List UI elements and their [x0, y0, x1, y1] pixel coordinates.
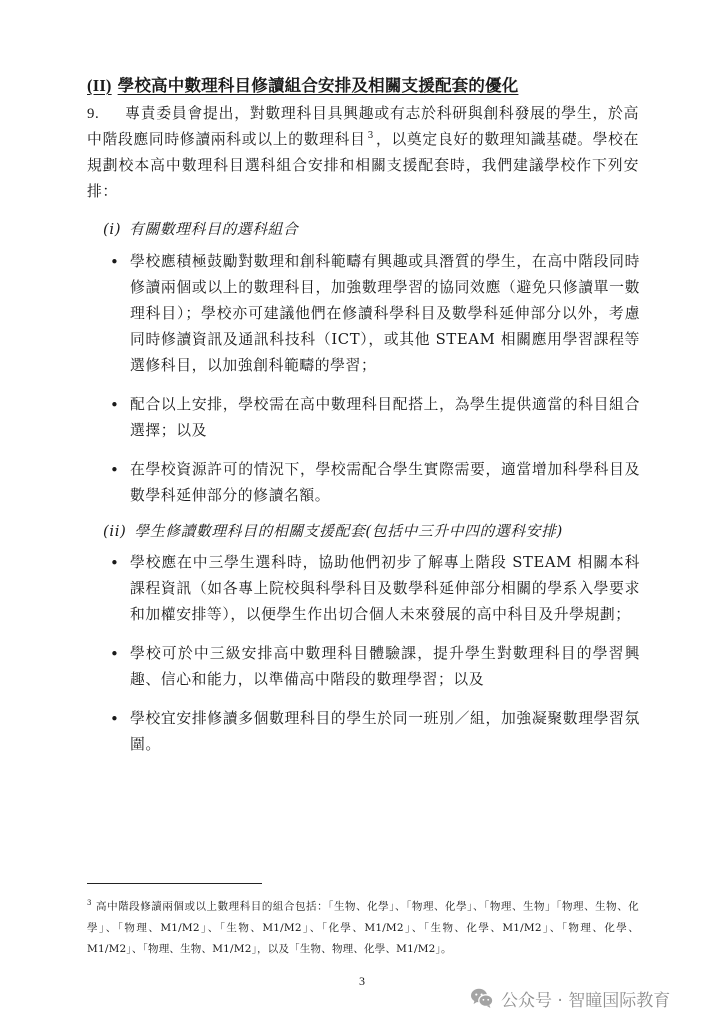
- section-title-text: 學校高中數理科目修讀組合安排及相關支援配套的優化: [117, 76, 519, 95]
- subsection-title: 有關數理科目的選科組合: [129, 221, 299, 238]
- paragraph-text-part-2: ，以奠定良好的數理知識基礎。學校在規劃校本高中數理科目選科組合安排和相關支援配套時，我們建議學校作下列安排：: [87, 131, 639, 200]
- list-item: • 學校應在中三學生選科時，協助他們初步了解專上階段 STEAM 相關本科課程資訊（如各專上院校與科學科目及數學科延伸部分相關的學系入學要求和加權安排等），以便學生作出切合個人未來發展的高中科目及升學規劃；: [110, 550, 640, 628]
- watermark-text: 公众号 · 智瞳国际教育: [501, 990, 671, 1011]
- wechat-icon: [470, 987, 494, 1009]
- subsection-heading-i: [103, 218, 298, 239]
- subsection-heading-ii: [103, 520, 563, 541]
- subsection-title: 學生修讀數理科目的相關支援配套(包括中三升中四的選科安排): [134, 523, 563, 540]
- footnote-text: 高中階段修讀兩個或以上數理科目的組合包括：「生物、化學」、「物理、化學」、「物理、生物」「物理、生物、化學」、「物理、M1/M2」、「生物、M1/M2」、「化學、M1/M2」、「生物、化學、M1/M2」、「物理、化學、M1/M2」、「物理、生物、M1/M2」，以及「生物、物理、化學、M1/M2」。: [87, 900, 639, 955]
- list-item: • 配合以上安排，學校需在高中數理科目配搭上，為學生提供適當的科目組合選擇；以及: [110, 392, 640, 444]
- footnote: [87, 893, 639, 960]
- section-number: (II): [87, 76, 112, 95]
- list-item: • 學校可於中三級安排高中數理科目體驗課，提升學生對數理科目的學習興趣、信心和能力，以準備高中階段的數理學習；以及: [110, 641, 640, 693]
- list-item: • 在學校資源許可的情況下，學校需配合學生實際需要，適當增加科學科目及數學科延伸部分的修讀名額。: [110, 457, 640, 509]
- watermark: [470, 983, 670, 1013]
- section-heading: [87, 72, 518, 96]
- list-item: • 學校宜安排修讀多個數理科目的學生於同一班別／組，加強凝聚數理學習氛圍。: [110, 706, 640, 758]
- footnote-marker: 3: [87, 899, 92, 907]
- subsection-numeral: (i): [103, 221, 122, 238]
- paragraph-text-part-1: 專責委員會提出，對數理科目具興趣或有志於科研與創科發展的學生，於高中階段應同時修讀兩科或以上的數理科目: [87, 105, 639, 148]
- footnote-divider: [87, 883, 262, 884]
- list-item: • 學校應積極鼓勵對數理和創科範疇有興趣或具潛質的學生，在高中階段同時修讀兩個或以上的數理科目，加強數理學習的協同效應（避免只修讀單一數理科目）；學校亦可建議他們在修讀科學科目及數學科延伸部分以外，考慮同時修讀資訊及通訊科技科（ICT），或其他 STEAM 相關應用學習課程等選修科目，以加強創科範疇的學習；: [110, 249, 640, 379]
- bullet-list-i: [110, 249, 640, 522]
- subsection-numeral: (ii): [103, 523, 127, 540]
- footnote-reference[interactable]: 3: [367, 131, 374, 142]
- paragraph-9: [87, 101, 639, 205]
- page-number: 3: [359, 974, 365, 988]
- paragraph-number: 9.: [87, 106, 100, 122]
- bullet-list-ii: [110, 550, 640, 771]
